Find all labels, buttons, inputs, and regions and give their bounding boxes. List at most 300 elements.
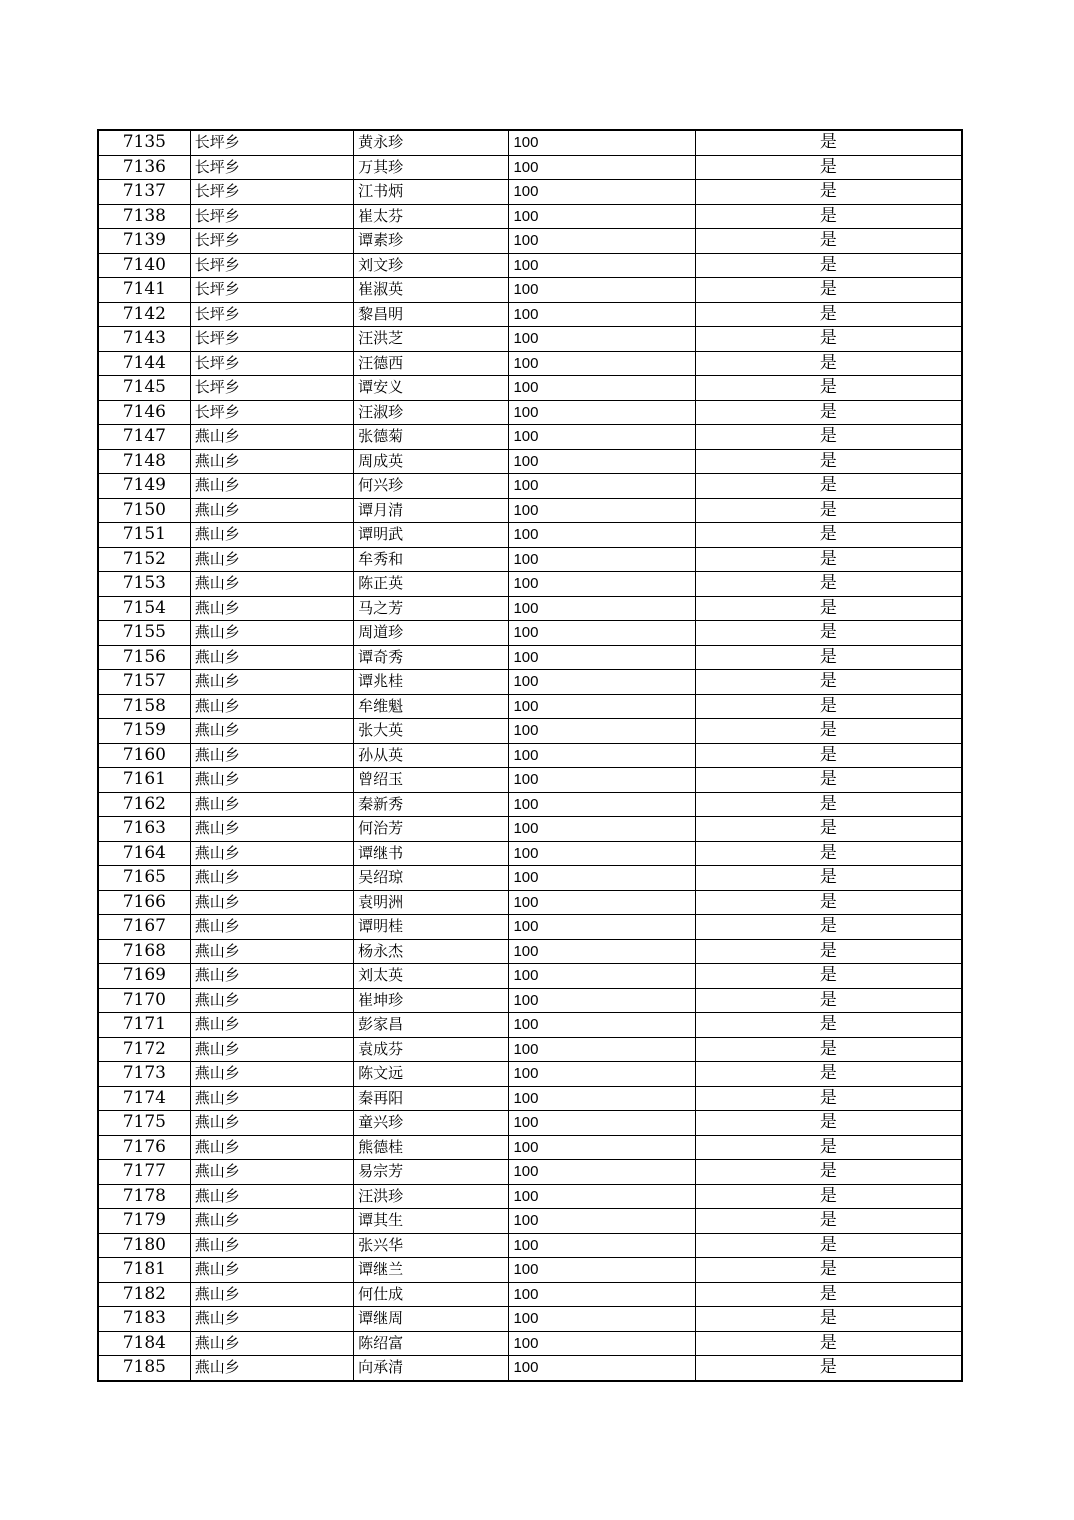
amount-cell: 100 (509, 768, 695, 793)
status-cell: 是 (695, 1331, 962, 1356)
amount-cell: 100 (509, 547, 695, 572)
row-number-cell: 7141 (98, 278, 190, 303)
table-row (98, 204, 962, 229)
status-cell: 是 (695, 1184, 962, 1209)
township-cell: 长坪乡 (190, 155, 353, 180)
name-cell: 谭其生 (354, 1209, 509, 1234)
name-cell: 谭奇秀 (354, 645, 509, 670)
status-cell: 是 (695, 1209, 962, 1234)
table-row (98, 719, 962, 744)
name-cell: 万其珍 (354, 155, 509, 180)
status-cell: 是 (695, 302, 962, 327)
status-cell: 是 (695, 1086, 962, 1111)
table-row (98, 694, 962, 719)
row-number-cell: 7155 (98, 621, 190, 646)
name-cell: 张德菊 (354, 425, 509, 450)
name-cell: 崔太芬 (354, 204, 509, 229)
name-cell: 牟秀和 (354, 547, 509, 572)
name-cell: 汪淑珍 (354, 400, 509, 425)
status-cell: 是 (695, 400, 962, 425)
township-cell: 燕山乡 (190, 1233, 353, 1258)
name-cell: 刘文珍 (354, 253, 509, 278)
township-cell: 长坪乡 (190, 327, 353, 352)
township-cell: 长坪乡 (190, 351, 353, 376)
status-cell: 是 (695, 425, 962, 450)
township-cell: 燕山乡 (190, 572, 353, 597)
table-row (98, 743, 962, 768)
table-row (98, 1307, 962, 1332)
row-number-cell: 7138 (98, 204, 190, 229)
name-cell: 袁明洲 (354, 890, 509, 915)
table-row (98, 1331, 962, 1356)
table-row (98, 866, 962, 891)
name-cell: 袁成芬 (354, 1037, 509, 1062)
name-cell: 谭月清 (354, 498, 509, 523)
amount-cell: 100 (509, 1233, 695, 1258)
status-cell: 是 (695, 180, 962, 205)
table-row (98, 964, 962, 989)
status-cell: 是 (695, 572, 962, 597)
table-row (98, 253, 962, 278)
row-number-cell: 7184 (98, 1331, 190, 1356)
status-cell: 是 (695, 204, 962, 229)
table-row (98, 1282, 962, 1307)
name-cell: 易宗芳 (354, 1160, 509, 1185)
table-row (98, 376, 962, 401)
table-body (98, 130, 962, 1381)
amount-cell: 100 (509, 939, 695, 964)
amount-cell: 100 (509, 890, 695, 915)
amount-cell: 100 (509, 988, 695, 1013)
amount-cell: 100 (509, 817, 695, 842)
township-cell: 燕山乡 (190, 866, 353, 891)
row-number-cell: 7152 (98, 547, 190, 572)
status-cell: 是 (695, 1258, 962, 1283)
table-row (98, 621, 962, 646)
name-cell: 谭素珍 (354, 229, 509, 254)
amount-cell: 100 (509, 523, 695, 548)
township-cell: 燕山乡 (190, 1160, 353, 1185)
status-cell: 是 (695, 1282, 962, 1307)
name-cell: 张大英 (354, 719, 509, 744)
amount-cell: 100 (509, 1135, 695, 1160)
table-row (98, 792, 962, 817)
name-cell: 彭家昌 (354, 1013, 509, 1038)
status-cell: 是 (695, 498, 962, 523)
township-cell: 燕山乡 (190, 841, 353, 866)
row-number-cell: 7165 (98, 866, 190, 891)
amount-cell: 100 (509, 572, 695, 597)
row-number-cell: 7169 (98, 964, 190, 989)
row-number-cell: 7170 (98, 988, 190, 1013)
name-cell: 向承清 (354, 1356, 509, 1381)
amount-cell: 100 (509, 915, 695, 940)
status-cell: 是 (695, 768, 962, 793)
name-cell: 刘太英 (354, 964, 509, 989)
name-cell: 童兴珍 (354, 1111, 509, 1136)
status-cell: 是 (695, 719, 962, 744)
amount-cell: 100 (509, 1160, 695, 1185)
township-cell: 燕山乡 (190, 1062, 353, 1087)
status-cell: 是 (695, 866, 962, 891)
township-cell: 燕山乡 (190, 498, 353, 523)
amount-cell: 100 (509, 596, 695, 621)
township-cell: 燕山乡 (190, 1013, 353, 1038)
amount-cell: 100 (509, 792, 695, 817)
amount-cell: 100 (509, 425, 695, 450)
amount-cell: 100 (509, 743, 695, 768)
amount-cell: 100 (509, 866, 695, 891)
row-number-cell: 7150 (98, 498, 190, 523)
table-row (98, 1062, 962, 1087)
row-number-cell: 7173 (98, 1062, 190, 1087)
table-row (98, 1184, 962, 1209)
name-cell: 谭继兰 (354, 1258, 509, 1283)
status-cell: 是 (695, 1356, 962, 1381)
name-cell: 汪洪芝 (354, 327, 509, 352)
status-cell: 是 (695, 621, 962, 646)
table-row (98, 327, 962, 352)
row-number-cell: 7143 (98, 327, 190, 352)
amount-cell: 100 (509, 670, 695, 695)
status-cell: 是 (695, 130, 962, 155)
table-row (98, 670, 962, 695)
township-cell: 燕山乡 (190, 792, 353, 817)
township-cell: 燕山乡 (190, 694, 353, 719)
township-cell: 燕山乡 (190, 670, 353, 695)
amount-cell: 100 (509, 621, 695, 646)
township-cell: 长坪乡 (190, 302, 353, 327)
amount-cell: 100 (509, 964, 695, 989)
name-cell: 杨永杰 (354, 939, 509, 964)
status-cell: 是 (695, 1037, 962, 1062)
name-cell: 陈文远 (354, 1062, 509, 1087)
township-cell: 长坪乡 (190, 376, 353, 401)
status-cell: 是 (695, 449, 962, 474)
amount-cell: 100 (509, 229, 695, 254)
name-cell: 谭兆桂 (354, 670, 509, 695)
township-cell: 燕山乡 (190, 425, 353, 450)
name-cell: 秦再阳 (354, 1086, 509, 1111)
amount-cell: 100 (509, 302, 695, 327)
amount-cell: 100 (509, 645, 695, 670)
table-row (98, 890, 962, 915)
township-cell: 燕山乡 (190, 596, 353, 621)
row-number-cell: 7160 (98, 743, 190, 768)
status-cell: 是 (695, 1307, 962, 1332)
row-number-cell: 7153 (98, 572, 190, 597)
row-number-cell: 7157 (98, 670, 190, 695)
status-cell: 是 (695, 474, 962, 499)
status-cell: 是 (695, 988, 962, 1013)
table-row (98, 302, 962, 327)
name-cell: 熊德桂 (354, 1135, 509, 1160)
status-cell: 是 (695, 694, 962, 719)
row-number-cell: 7139 (98, 229, 190, 254)
table-row (98, 425, 962, 450)
township-cell: 长坪乡 (190, 400, 353, 425)
row-number-cell: 7181 (98, 1258, 190, 1283)
row-number-cell: 7168 (98, 939, 190, 964)
status-cell: 是 (695, 253, 962, 278)
amount-cell: 100 (509, 498, 695, 523)
table-row (98, 449, 962, 474)
township-cell: 燕山乡 (190, 719, 353, 744)
table-row (98, 915, 962, 940)
amount-cell: 100 (509, 474, 695, 499)
amount-cell: 100 (509, 180, 695, 205)
amount-cell: 100 (509, 1086, 695, 1111)
table-row (98, 645, 962, 670)
township-cell: 燕山乡 (190, 817, 353, 842)
township-cell: 燕山乡 (190, 768, 353, 793)
table-row (98, 278, 962, 303)
table-row (98, 1209, 962, 1234)
township-cell: 燕山乡 (190, 1209, 353, 1234)
table-row (98, 1037, 962, 1062)
status-cell: 是 (695, 1160, 962, 1185)
row-number-cell: 7142 (98, 302, 190, 327)
township-cell: 燕山乡 (190, 939, 353, 964)
row-number-cell: 7154 (98, 596, 190, 621)
row-number-cell: 7179 (98, 1209, 190, 1234)
table-row (98, 1111, 962, 1136)
row-number-cell: 7136 (98, 155, 190, 180)
township-cell: 燕山乡 (190, 890, 353, 915)
status-cell: 是 (695, 1233, 962, 1258)
amount-cell: 100 (509, 694, 695, 719)
name-cell: 崔坤珍 (354, 988, 509, 1013)
row-number-cell: 7148 (98, 449, 190, 474)
status-cell: 是 (695, 670, 962, 695)
table-row (98, 572, 962, 597)
amount-cell: 100 (509, 376, 695, 401)
township-cell: 燕山乡 (190, 1331, 353, 1356)
township-cell: 长坪乡 (190, 130, 353, 155)
amount-cell: 100 (509, 1258, 695, 1283)
township-cell: 燕山乡 (190, 988, 353, 1013)
name-cell: 汪德西 (354, 351, 509, 376)
status-cell: 是 (695, 743, 962, 768)
name-cell: 汪洪珍 (354, 1184, 509, 1209)
row-number-cell: 7156 (98, 645, 190, 670)
name-cell: 谭安义 (354, 376, 509, 401)
name-cell: 黄永珍 (354, 130, 509, 155)
status-cell: 是 (695, 278, 962, 303)
data-table (97, 129, 963, 1382)
name-cell: 孙从英 (354, 743, 509, 768)
table-row (98, 130, 962, 155)
status-cell: 是 (695, 596, 962, 621)
name-cell: 陈正英 (354, 572, 509, 597)
township-cell: 燕山乡 (190, 1356, 353, 1381)
township-cell: 燕山乡 (190, 1086, 353, 1111)
name-cell: 何仕成 (354, 1282, 509, 1307)
amount-cell: 100 (509, 1184, 695, 1209)
township-cell: 燕山乡 (190, 547, 353, 572)
status-cell: 是 (695, 964, 962, 989)
row-number-cell: 7177 (98, 1160, 190, 1185)
row-number-cell: 7163 (98, 817, 190, 842)
table-row (98, 596, 962, 621)
table-row (98, 1135, 962, 1160)
township-cell: 燕山乡 (190, 1111, 353, 1136)
row-number-cell: 7145 (98, 376, 190, 401)
status-cell: 是 (695, 915, 962, 940)
row-number-cell: 7164 (98, 841, 190, 866)
amount-cell: 100 (509, 1037, 695, 1062)
table-row (98, 547, 962, 572)
row-number-cell: 7135 (98, 130, 190, 155)
amount-cell: 100 (509, 449, 695, 474)
township-cell: 燕山乡 (190, 645, 353, 670)
township-cell: 燕山乡 (190, 1037, 353, 1062)
township-cell: 燕山乡 (190, 523, 353, 548)
row-number-cell: 7140 (98, 253, 190, 278)
amount-cell: 100 (509, 1356, 695, 1381)
name-cell: 黎昌明 (354, 302, 509, 327)
name-cell: 谭继周 (354, 1307, 509, 1332)
township-cell: 燕山乡 (190, 964, 353, 989)
status-cell: 是 (695, 939, 962, 964)
amount-cell: 100 (509, 400, 695, 425)
table-row (98, 1356, 962, 1381)
amount-cell: 100 (509, 1013, 695, 1038)
row-number-cell: 7161 (98, 768, 190, 793)
name-cell: 周道珍 (354, 621, 509, 646)
row-number-cell: 7151 (98, 523, 190, 548)
name-cell: 曾绍玉 (354, 768, 509, 793)
township-cell: 燕山乡 (190, 474, 353, 499)
name-cell: 牟维魁 (354, 694, 509, 719)
amount-cell: 100 (509, 1331, 695, 1356)
amount-cell: 100 (509, 351, 695, 376)
township-cell: 燕山乡 (190, 1307, 353, 1332)
table-row (98, 841, 962, 866)
row-number-cell: 7183 (98, 1307, 190, 1332)
table-row (98, 768, 962, 793)
table-row (98, 474, 962, 499)
row-number-cell: 7176 (98, 1135, 190, 1160)
amount-cell: 100 (509, 1307, 695, 1332)
amount-cell: 100 (509, 1209, 695, 1234)
name-cell: 秦新秀 (354, 792, 509, 817)
table-row (98, 1013, 962, 1038)
table-row (98, 939, 962, 964)
name-cell: 江书炳 (354, 180, 509, 205)
name-cell: 谭明桂 (354, 915, 509, 940)
status-cell: 是 (695, 327, 962, 352)
row-number-cell: 7180 (98, 1233, 190, 1258)
township-cell: 燕山乡 (190, 743, 353, 768)
table-row (98, 400, 962, 425)
status-cell: 是 (695, 547, 962, 572)
amount-cell: 100 (509, 278, 695, 303)
name-cell: 吴绍琼 (354, 866, 509, 891)
name-cell: 谭明武 (354, 523, 509, 548)
township-cell: 长坪乡 (190, 278, 353, 303)
table-row (98, 1233, 962, 1258)
status-cell: 是 (695, 792, 962, 817)
amount-cell: 100 (509, 155, 695, 180)
amount-cell: 100 (509, 327, 695, 352)
status-cell: 是 (695, 645, 962, 670)
township-cell: 长坪乡 (190, 204, 353, 229)
table-row (98, 351, 962, 376)
row-number-cell: 7166 (98, 890, 190, 915)
row-number-cell: 7146 (98, 400, 190, 425)
row-number-cell: 7162 (98, 792, 190, 817)
table-row (98, 155, 962, 180)
township-cell: 燕山乡 (190, 1258, 353, 1283)
table-row (98, 1160, 962, 1185)
amount-cell: 100 (509, 1111, 695, 1136)
row-number-cell: 7167 (98, 915, 190, 940)
row-number-cell: 7147 (98, 425, 190, 450)
name-cell: 何兴珍 (354, 474, 509, 499)
table-row (98, 523, 962, 548)
township-cell: 燕山乡 (190, 915, 353, 940)
status-cell: 是 (695, 1111, 962, 1136)
name-cell: 张兴华 (354, 1233, 509, 1258)
row-number-cell: 7137 (98, 180, 190, 205)
township-cell: 燕山乡 (190, 1135, 353, 1160)
township-cell: 燕山乡 (190, 449, 353, 474)
row-number-cell: 7159 (98, 719, 190, 744)
row-number-cell: 7149 (98, 474, 190, 499)
status-cell: 是 (695, 155, 962, 180)
name-cell: 谭继书 (354, 841, 509, 866)
name-cell: 陈绍富 (354, 1331, 509, 1356)
status-cell: 是 (695, 890, 962, 915)
amount-cell: 100 (509, 204, 695, 229)
status-cell: 是 (695, 1013, 962, 1038)
township-cell: 长坪乡 (190, 253, 353, 278)
amount-cell: 100 (509, 130, 695, 155)
row-number-cell: 7158 (98, 694, 190, 719)
row-number-cell: 7185 (98, 1356, 190, 1381)
status-cell: 是 (695, 351, 962, 376)
status-cell: 是 (695, 1062, 962, 1087)
table-row (98, 229, 962, 254)
amount-cell: 100 (509, 253, 695, 278)
status-cell: 是 (695, 1135, 962, 1160)
row-number-cell: 7172 (98, 1037, 190, 1062)
table-row (98, 1258, 962, 1283)
name-cell: 周成英 (354, 449, 509, 474)
amount-cell: 100 (509, 1282, 695, 1307)
name-cell: 马之芳 (354, 596, 509, 621)
name-cell: 何治芳 (354, 817, 509, 842)
row-number-cell: 7182 (98, 1282, 190, 1307)
table-row (98, 498, 962, 523)
name-cell: 崔淑英 (354, 278, 509, 303)
row-number-cell: 7175 (98, 1111, 190, 1136)
status-cell: 是 (695, 229, 962, 254)
township-cell: 燕山乡 (190, 1184, 353, 1209)
township-cell: 燕山乡 (190, 621, 353, 646)
table-row (98, 180, 962, 205)
township-cell: 长坪乡 (190, 180, 353, 205)
amount-cell: 100 (509, 1062, 695, 1087)
amount-cell: 100 (509, 841, 695, 866)
row-number-cell: 7171 (98, 1013, 190, 1038)
township-cell: 长坪乡 (190, 229, 353, 254)
table-row (98, 988, 962, 1013)
status-cell: 是 (695, 817, 962, 842)
table-row (98, 817, 962, 842)
status-cell: 是 (695, 376, 962, 401)
